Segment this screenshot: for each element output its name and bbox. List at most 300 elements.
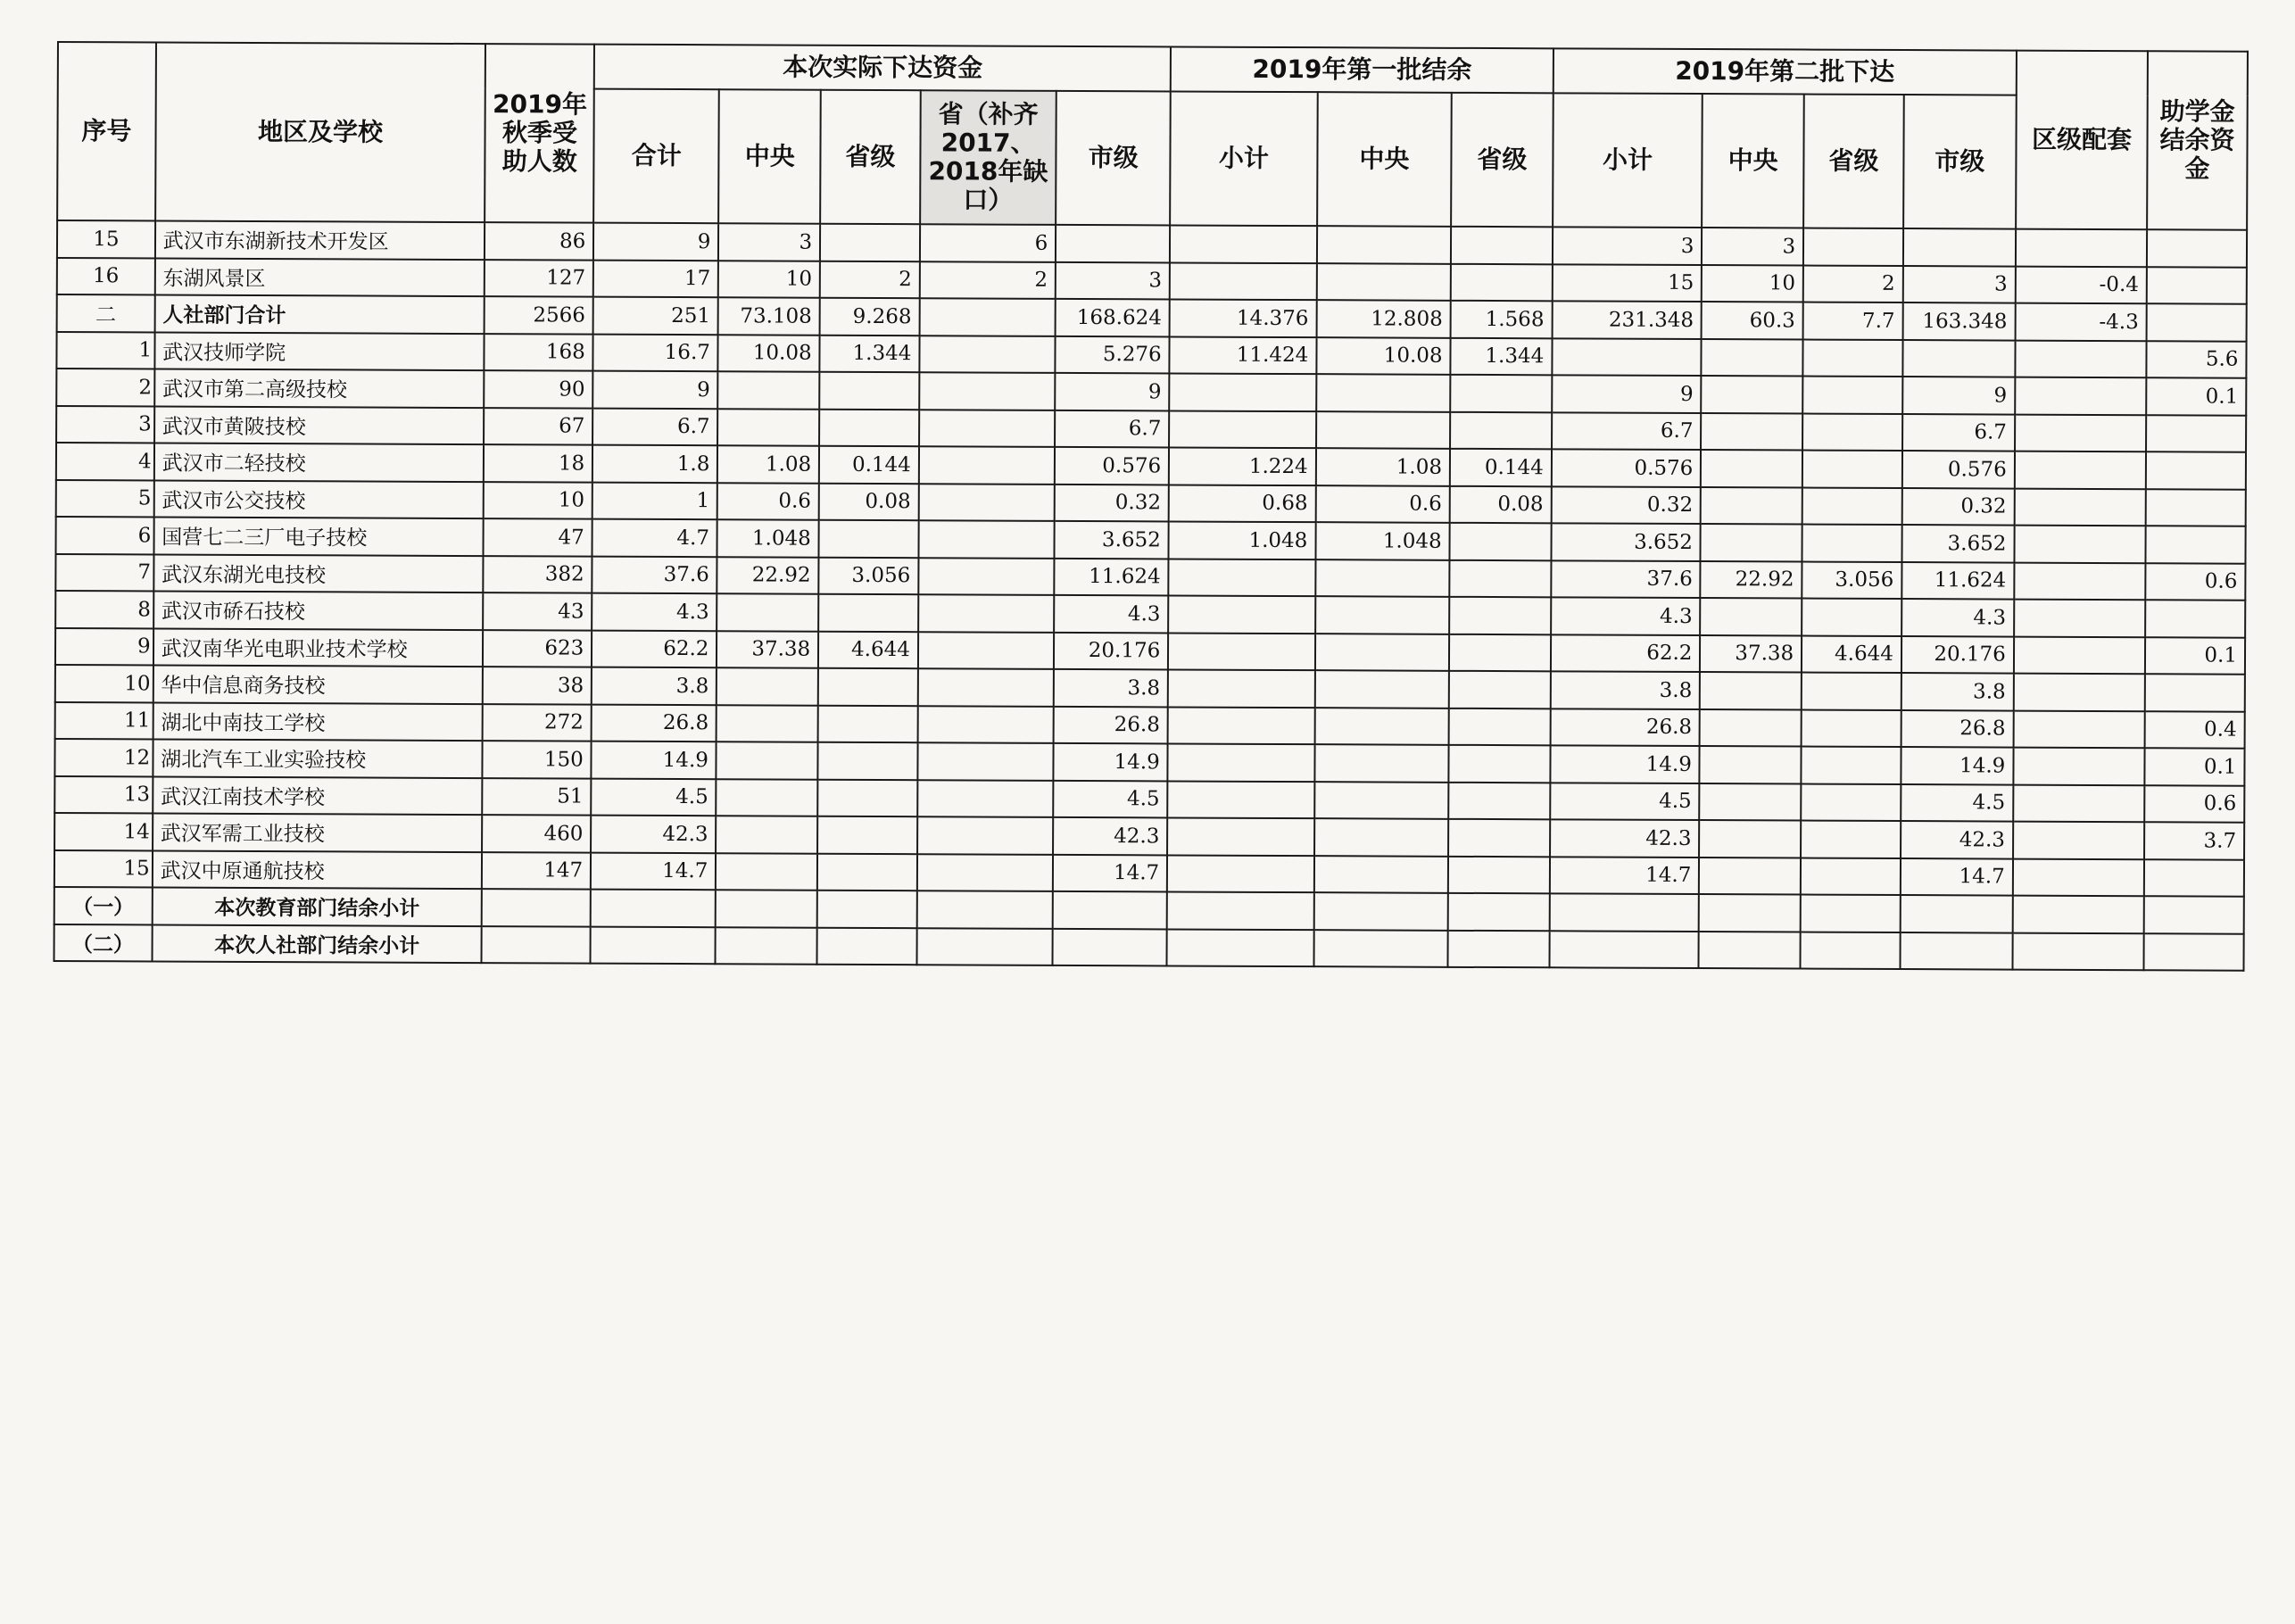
cell-people: 90: [485, 370, 593, 408]
cell-district: [2015, 377, 2146, 415]
cell-a-total: 1.8: [592, 445, 717, 483]
cell-b1-central: [1314, 818, 1448, 856]
cell-b2-city: 3: [1903, 266, 2016, 303]
cell-b2-sub: 4.5: [1550, 783, 1700, 820]
cell-empty: [2012, 896, 2143, 933]
cell-b2-central: [1701, 487, 1802, 525]
cell-empty: [1801, 895, 1901, 932]
cell-b2-prov: [1802, 599, 1901, 636]
cell-a-central: 1.048: [717, 519, 819, 557]
cell-people: 2566: [485, 296, 593, 334]
cell-a-prov: 9.268: [820, 298, 920, 336]
cell-empty: [2144, 933, 2244, 971]
cell-b2-central: [1699, 858, 1801, 895]
cell-name: 武汉市硚石技校: [153, 591, 484, 629]
header-actual-prov-fill: 省（补齐2017、2018年缺口）: [920, 90, 1056, 225]
cell-b1-prov: [1451, 263, 1553, 301]
cell-empty: [716, 890, 817, 927]
cell-a-prov-fill: [917, 780, 1054, 817]
cell-b1-central: 10.08: [1316, 337, 1450, 375]
header-district: 区级配套: [2016, 51, 2148, 230]
cell-name: 武汉东湖光电技校: [153, 554, 484, 592]
cell-b1-central: [1315, 559, 1449, 597]
cell-a-total: 9: [592, 371, 717, 409]
cell-a-city: 14.9: [1054, 743, 1168, 781]
cell-b2-central: 60.3: [1702, 302, 1803, 339]
cell-name: 人社部门合计: [154, 294, 485, 333]
cell-a-prov-fill: 2: [920, 261, 1056, 299]
cell-b2-prov: [1802, 413, 1902, 451]
cell-a-prov-fill: [919, 372, 1056, 410]
cell-b1-sub: [1169, 410, 1316, 448]
header-actual-prov: 省级: [820, 90, 920, 224]
header-balance: 助学金结余资金: [2147, 51, 2248, 229]
header-group-batch1: 2019年第一批结余: [1171, 46, 1553, 93]
cell-balance: 3.7: [2144, 822, 2244, 859]
cell-empty: [1699, 894, 1801, 932]
cell-balance: [2145, 600, 2245, 637]
cell-b2-sub: 0.576: [1552, 449, 1702, 486]
cell-a-city: [1056, 225, 1170, 262]
cell-b2-city: 0.576: [1902, 451, 2015, 488]
cell-b1-prov: [1450, 523, 1552, 560]
cell-b1-prov: [1450, 375, 1552, 412]
cell-a-city: 4.5: [1053, 780, 1167, 817]
cell-b1-prov: [1448, 856, 1550, 893]
cell-b2-central: [1702, 339, 1803, 377]
cell-b2-sub: 62.2: [1551, 634, 1701, 672]
cell-a-prov-fill: [919, 410, 1056, 447]
cell-name: 武汉军需工业技校: [153, 813, 483, 851]
cell-name: 湖北汽车工业实验技校: [153, 739, 483, 777]
cell-b2-prov: [1802, 673, 1901, 710]
cell-b1-sub: [1167, 855, 1314, 892]
cell-empty: [2144, 896, 2244, 933]
cell-b2-central: [1701, 450, 1802, 487]
cell-balance: [2146, 415, 2246, 452]
cell-b2-central: [1699, 820, 1801, 858]
cell-a-central: [717, 667, 818, 705]
cell-b2-city: 14.9: [1901, 747, 2013, 784]
cell-name: 武汉市黄陂技校: [154, 406, 485, 444]
header-region: 地区及学校: [155, 42, 486, 222]
cell-b1-central: [1316, 411, 1450, 449]
cell-b2-city: 4.3: [1901, 599, 2014, 636]
cell-empty: [716, 927, 817, 965]
cell-seq: （一）: [54, 887, 153, 924]
cell-a-prov-fill: [918, 520, 1055, 558]
cell-name: 武汉市东湖新技术开发区: [155, 220, 485, 259]
cell-district: [2014, 674, 2145, 711]
cell-b1-sub: 0.68: [1169, 485, 1316, 522]
cell-b2-prov: [1802, 487, 1902, 525]
cell-balance: [2145, 674, 2245, 711]
cell-seq: 11: [55, 701, 153, 739]
cell-people: 51: [483, 778, 592, 816]
cell-b2-city: 4.5: [1901, 784, 2013, 822]
cell-seq: 1: [56, 332, 154, 369]
cell-a-total: 62.2: [592, 630, 717, 667]
cell-a-city: 3.8: [1054, 669, 1168, 707]
cell-b2-sub: 3: [1553, 227, 1703, 264]
cell-seq: 二: [57, 294, 155, 332]
cell-a-prov-fill: [919, 336, 1056, 373]
cell-people: 47: [484, 518, 592, 556]
cell-b2-sub: 4.3: [1551, 597, 1701, 634]
cell-name: 武汉市公交技校: [153, 480, 484, 518]
cell-b2-central: [1701, 413, 1802, 451]
cell-people: 67: [484, 408, 592, 445]
cell-b2-prov: [1802, 377, 1902, 414]
cell-b1-central: [1315, 670, 1449, 708]
cell-a-total: 251: [593, 297, 718, 335]
cell-people: 127: [485, 260, 593, 297]
cell-a-city: 14.7: [1053, 854, 1167, 891]
cell-b2-prov: [1802, 525, 1902, 562]
cell-a-total: 42.3: [591, 816, 716, 853]
cell-a-prov-fill: [918, 594, 1055, 632]
cell-b2-prov: [1802, 709, 1901, 747]
cell-b2-sub: 6.7: [1552, 412, 1702, 450]
cell-empty: [1167, 891, 1314, 929]
cell-b1-sub: [1167, 817, 1314, 855]
cell-district: [2013, 822, 2144, 859]
cell-name: 武汉中原通航技校: [153, 850, 483, 889]
cell-people: 272: [483, 704, 592, 742]
cell-district: [2014, 562, 2145, 600]
cell-b1-central: 12.808: [1316, 300, 1450, 337]
cell-empty: [591, 926, 716, 964]
cell-b2-central: 22.92: [1701, 561, 1802, 599]
cell-b1-prov: [1448, 745, 1550, 783]
cell-balance: 0.1: [2144, 748, 2244, 785]
cell-a-central: [716, 816, 817, 853]
cell-district: [2014, 488, 2145, 526]
cell-people: 43: [484, 592, 592, 630]
cell-seq: 16: [57, 258, 155, 295]
header-seq: 序号: [57, 42, 156, 220]
cell-a-prov-fill: 6: [920, 224, 1056, 261]
header-actual-total: 合计: [593, 89, 719, 224]
cell-b2-central: [1701, 524, 1802, 561]
cell-name: 国营七二三厂电子技校: [153, 517, 484, 555]
cell-empty: [1313, 892, 1447, 930]
cell-a-prov: [818, 742, 918, 780]
cell-empty: [1053, 928, 1167, 965]
cell-a-total: 1: [592, 482, 717, 519]
cell-seq: 9: [55, 627, 153, 665]
cell-a-total: 14.9: [592, 742, 717, 779]
cell-name: 武汉市二轻技校: [154, 443, 485, 481]
cell-b1-prov: 0.08: [1450, 485, 1552, 523]
cell-b1-prov: [1449, 597, 1551, 634]
cell-a-city: 4.3: [1054, 595, 1168, 633]
cell-a-city: 42.3: [1053, 817, 1167, 855]
cell-name: 本次人社部门结余小计: [152, 924, 482, 963]
cell-b1-central: [1314, 744, 1448, 782]
cell-empty: [1901, 895, 2013, 932]
cell-balance: [2146, 489, 2246, 526]
cell-b2-sub: 3.8: [1551, 671, 1701, 708]
cell-b1-prov: [1449, 671, 1551, 708]
cell-balance: [2144, 859, 2244, 897]
cell-a-total: 16.7: [593, 334, 718, 371]
cell-b2-central: 37.38: [1700, 635, 1802, 673]
cell-empty: [1550, 893, 1700, 931]
cell-a-central: 37.38: [717, 631, 818, 668]
cell-b2-central: [1701, 598, 1802, 635]
cell-people: 460: [482, 815, 591, 852]
subsidy-table: [53, 41, 2248, 972]
cell-b2-central: [1700, 783, 1802, 821]
cell-name: 本次教育部门结余小计: [152, 887, 482, 925]
cell-people: 86: [485, 222, 593, 260]
cell-empty: [482, 926, 591, 964]
cell-balance: 0.4: [2145, 711, 2245, 749]
cell-b2-sub: 231.348: [1552, 301, 1702, 338]
cell-a-prov: [818, 668, 918, 706]
cell-seq: 6: [55, 517, 153, 554]
cell-b2-prov: [1801, 783, 1901, 821]
cell-b1-central: 1.08: [1316, 448, 1450, 485]
cell-a-total: 6.7: [592, 408, 717, 445]
cell-b1-prov: [1449, 559, 1551, 597]
cell-a-central: 73.108: [718, 297, 820, 335]
cell-a-central: [717, 705, 818, 742]
cell-a-city: 11.624: [1055, 558, 1169, 595]
cell-b1-sub: [1168, 595, 1315, 633]
cell-a-total: 14.7: [591, 852, 716, 890]
cell-b1-central: [1316, 374, 1450, 411]
cell-a-city: 168.624: [1056, 299, 1170, 336]
cell-district: [2015, 414, 2146, 452]
cell-empty: [591, 890, 716, 927]
cell-district: -4.3: [2015, 303, 2146, 341]
cell-a-prov: [817, 779, 917, 816]
cell-a-central: 10.08: [718, 335, 820, 372]
cell-balance: 0.1: [2146, 377, 2246, 415]
cell-a-prov: 3.056: [818, 557, 918, 594]
cell-people: 38: [483, 667, 592, 704]
cell-a-prov: 4.644: [818, 631, 918, 668]
cell-a-prov-fill: [919, 298, 1056, 336]
cell-b2-sub: [1552, 338, 1702, 376]
cell-balance: 0.1: [2145, 637, 2245, 675]
cell-people: 10: [484, 482, 592, 519]
cell-b2-central: [1702, 376, 1803, 413]
cell-people: 150: [483, 741, 592, 778]
cell-balance: [2147, 303, 2247, 341]
cell-b2-central: [1700, 709, 1802, 747]
cell-a-prov: [819, 520, 919, 558]
cell-district: [2013, 748, 2144, 785]
cell-b2-central: [1700, 746, 1802, 783]
cell-a-prov-fill: [919, 446, 1056, 484]
cell-seq: 5: [56, 479, 154, 517]
document-sheet: [53, 41, 2248, 972]
cell-seq: 15: [57, 220, 155, 258]
header-people: 2019年秋季受助人数: [485, 44, 595, 223]
cell-a-prov-fill: [917, 742, 1054, 780]
cell-b2-central: 3: [1702, 228, 1803, 265]
cell-a-prov: [819, 372, 919, 410]
cell-a-city: 20.176: [1054, 632, 1168, 669]
cell-b1-sub: 1.224: [1169, 447, 1316, 485]
cell-b1-prov: 0.144: [1450, 449, 1552, 486]
cell-a-prov: [817, 853, 917, 891]
cell-b2-central: [1700, 672, 1802, 709]
cell-b1-prov: [1450, 411, 1552, 449]
cell-b1-central: [1315, 596, 1449, 634]
cell-seq: 13: [54, 775, 153, 813]
cell-b2-sub: 3.652: [1551, 523, 1701, 560]
cell-b2-city: 6.7: [1902, 414, 2015, 452]
header-group-actual: 本次实际下达资金: [594, 45, 1171, 92]
cell-b2-central: 10: [1702, 265, 1803, 302]
cell-a-city: 26.8: [1054, 706, 1168, 743]
cell-balance: 0.6: [2144, 785, 2244, 823]
cell-b2-sub: 14.7: [1550, 857, 1700, 894]
cell-seq: 2: [56, 369, 154, 406]
cell-a-prov: [819, 409, 919, 446]
header-batch1-central: 中央: [1317, 92, 1452, 227]
cell-empty: [817, 927, 917, 965]
cell-a-prov: 0.08: [819, 483, 919, 520]
cell-a-total: 9: [593, 223, 718, 261]
cell-b2-sub: 0.32: [1552, 486, 1702, 524]
cell-a-prov: [817, 816, 917, 854]
cell-empty: [2012, 932, 2143, 970]
header-batch2-sub: 小计: [1553, 93, 1703, 228]
cell-b2-city: 0.32: [1902, 488, 2015, 526]
cell-name: 武汉技师学院: [154, 332, 485, 370]
cell-balance: [2147, 267, 2247, 304]
cell-b1-central: [1315, 634, 1449, 671]
cell-a-prov: [818, 705, 918, 742]
cell-b2-city: 14.7: [1901, 858, 2013, 896]
cell-empty: [482, 889, 591, 926]
cell-people: 18: [484, 444, 592, 482]
cell-b2-sub: 26.8: [1550, 708, 1700, 746]
cell-a-city: 0.32: [1055, 484, 1169, 521]
cell-district: [2014, 600, 2145, 637]
cell-empty: [1549, 931, 1699, 968]
cell-a-total: 17: [593, 260, 718, 297]
cell-a-central: [717, 779, 818, 816]
cell-a-prov: 0.144: [819, 446, 919, 484]
cell-a-prov-fill: [917, 816, 1054, 854]
cell-b2-prov: [1803, 339, 1903, 377]
cell-b2-prov: [1802, 451, 1902, 488]
cell-balance: [2146, 452, 2246, 489]
cell-b1-sub: [1167, 781, 1314, 818]
cell-a-central: 3: [718, 223, 820, 261]
header-batch1-sub: 小计: [1170, 91, 1317, 226]
cell-b1-prov: [1451, 227, 1553, 264]
cell-empty: [1167, 929, 1314, 966]
cell-name: 东湖风景区: [154, 258, 485, 296]
cell-a-city: 5.276: [1056, 336, 1170, 373]
cell-a-city: 6.7: [1055, 410, 1169, 447]
cell-b1-central: [1314, 708, 1448, 745]
cell-a-prov: 1.344: [820, 335, 920, 372]
cell-balance: [2146, 526, 2246, 563]
cell-empty: [1448, 893, 1550, 931]
cell-seq: 8: [55, 591, 153, 628]
cell-b1-prov: 1.344: [1450, 337, 1552, 375]
cell-b2-prov: 3.056: [1802, 561, 1901, 599]
cell-people: 382: [484, 556, 592, 593]
cell-b1-sub: [1168, 707, 1315, 744]
cell-empty: [1801, 932, 1901, 969]
cell-b2-city: 163.348: [1902, 302, 2015, 340]
cell-b2-prov: [1803, 228, 1903, 266]
cell-b2-prov: [1801, 858, 1901, 895]
cell-b2-prov: [1802, 747, 1901, 784]
header-actual-city: 市级: [1056, 91, 1171, 226]
cell-district: [2014, 526, 2145, 563]
cell-empty: [917, 891, 1054, 928]
cell-name: 武汉江南技术学校: [153, 776, 483, 815]
cell-b1-sub: [1169, 373, 1316, 410]
cell-b2-sub: 37.6: [1551, 560, 1701, 598]
cell-a-central: [718, 371, 820, 409]
cell-b1-prov: 1.568: [1451, 301, 1553, 338]
cell-seq: 7: [55, 553, 153, 591]
cell-b2-prov: 4.644: [1802, 635, 1901, 673]
cell-a-prov-fill: [917, 706, 1054, 743]
cell-district: [2014, 636, 2145, 674]
cell-b1-sub: [1170, 225, 1317, 262]
cell-b2-city: 9: [1902, 377, 2015, 414]
cell-empty: [1900, 932, 2012, 970]
cell-district: [2015, 452, 2146, 489]
cell-a-prov: [818, 594, 918, 632]
cell-b1-central: [1314, 782, 1448, 819]
cell-name: 武汉市第二高级技校: [154, 369, 485, 407]
cell-b1-prov: [1448, 819, 1550, 857]
cell-seq: 12: [54, 739, 153, 776]
cell-a-central: [717, 742, 818, 779]
cell-b2-city: 20.176: [1901, 636, 2014, 674]
cell-empty: [817, 891, 917, 928]
cell-district: [2016, 229, 2147, 267]
cell-b1-prov: [1449, 708, 1551, 745]
cell-a-total: 4.3: [592, 593, 717, 631]
cell-b2-sub: 9: [1552, 375, 1702, 412]
cell-district: [2015, 340, 2146, 377]
header-batch1-prov: 省级: [1451, 93, 1553, 227]
cell-a-prov-fill: [917, 854, 1054, 891]
cell-empty: [1448, 930, 1550, 967]
cell-b2-sub: 42.3: [1550, 819, 1700, 857]
cell-b1-sub: 1.048: [1169, 521, 1316, 559]
header-batch2-city: 市级: [1903, 95, 2017, 229]
cell-seq: 14: [54, 813, 153, 850]
cell-a-central: 1.08: [717, 445, 819, 483]
cell-b1-prov: [1448, 782, 1550, 819]
cell-b1-sub: [1170, 262, 1317, 300]
cell-people: 147: [482, 852, 591, 890]
cell-b2-prov: 7.7: [1803, 302, 1903, 340]
cell-b1-sub: [1168, 743, 1315, 781]
cell-b2-city: 3.8: [1901, 673, 2014, 710]
cell-balance: 5.6: [2146, 341, 2246, 378]
cell-b2-city: 3.652: [1901, 525, 2014, 562]
cell-b2-prov: [1801, 821, 1901, 858]
cell-a-prov-fill: [918, 668, 1055, 706]
cell-b1-sub: [1168, 633, 1315, 670]
